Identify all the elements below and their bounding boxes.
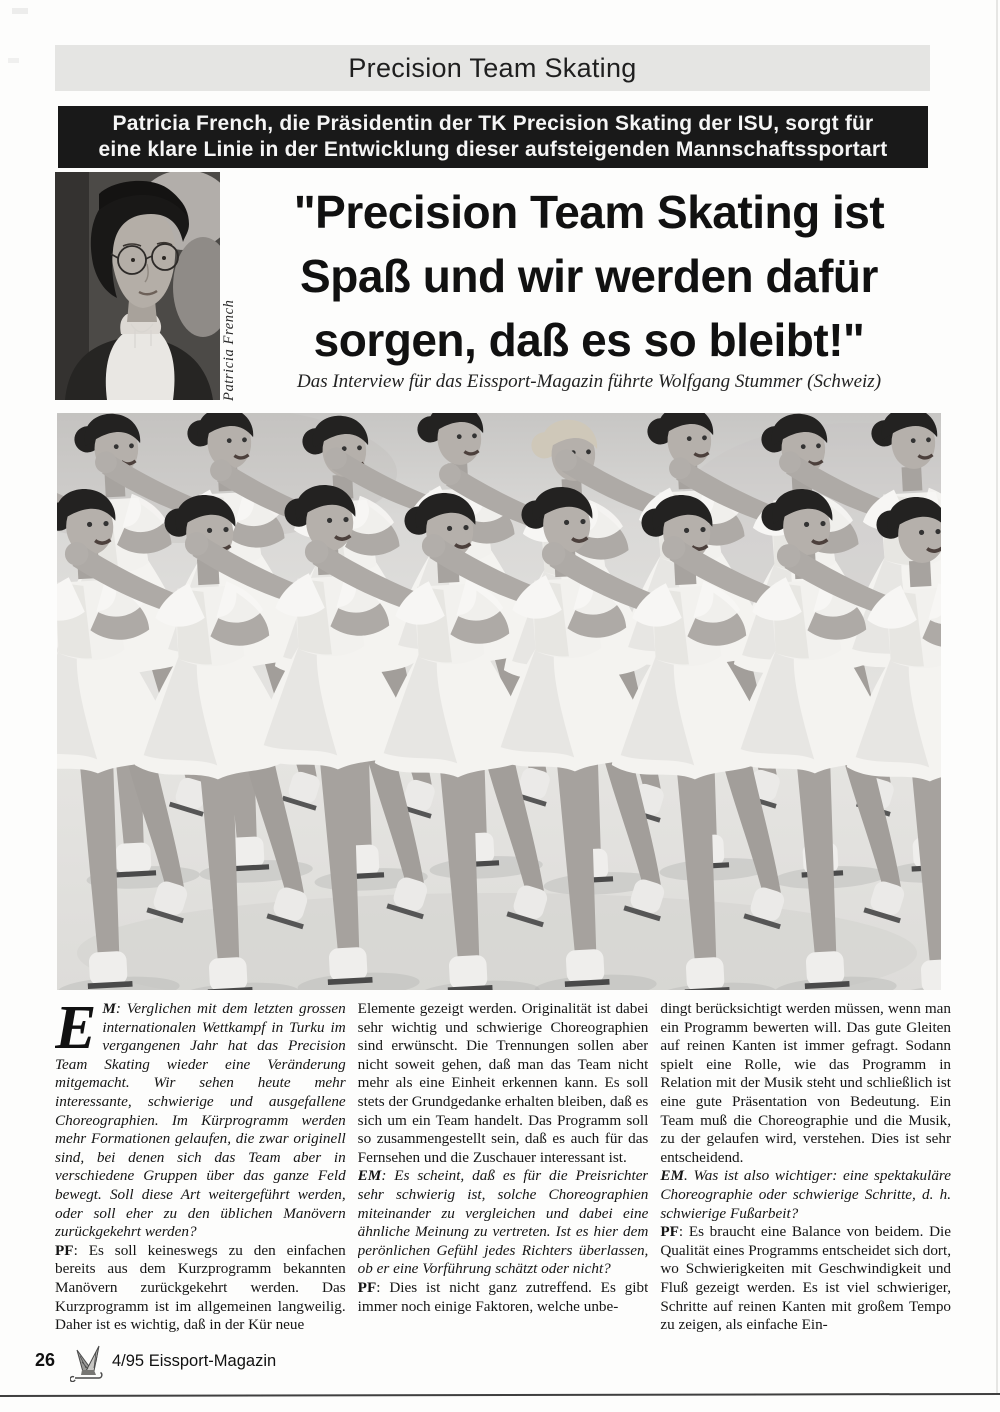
headline-line-1: "Precision Team Skating ist — [293, 186, 885, 238]
headline-line-2: Spaß und wir werden dafür — [300, 250, 878, 302]
article-column-3 — [660, 1000, 951, 1338]
article-paragraph: PF: Es soll keineswegs zu den einfachen bereits aus dem Kurzprogramm bekannten Manövern zurückgekehrt werden. Das Kurzprogramm ist im allgemeinen langweilig. Daher ist es wichtig, daß in der Kür neue — [55, 1241, 346, 1334]
article-paragraph: dingt berücksichtigt werden müssen, wenn man ein Programm bewerten will. Das gute Gleiten auf reinen Kanten ist immer gefragt. Sodann spielt eine Rolle, wie das Programm in Relation mit der Musik steht und schließlich ist eine gute Präsentation von Bedeutung. Ein Team muß die Choreographie und die Musik, zu der gelaufen wird, verstehen. Dies ist sehr entscheidend. — [660, 1000, 951, 1166]
patricia-french-portrait-image — [55, 172, 220, 400]
page-number: 26 — [35, 1350, 56, 1370]
speaker-label: PF — [357, 1278, 377, 1296]
article-paragraph: EM. Was ist also wichtiger: eine spektakuläre Choreographie oder schwierige Schritte, d. h. schwierige Fußarbeit? — [660, 1167, 951, 1222]
banner-line-2: eine klare Linie in der Entwicklung dieser aufsteigenden Mannschaftssportart — [98, 138, 888, 161]
speaker-label: M — [102, 1000, 116, 1017]
article-paragraph: PF: Dies ist nicht ganz zutreffend. Es gibt immer noch einige Faktoren, welche unbe- — [357, 1278, 649, 1315]
team-photo — [57, 413, 941, 990]
scan-smudge — [12, 8, 28, 14]
portrait-caption: Patricia French — [221, 299, 237, 401]
team-photo-image — [57, 413, 941, 990]
article-paragraph: PF: Es braucht eine Balance von beidem. Die Qualität eines Programms entscheidet sich dort, wo Schwierigkeiten mit Geschwindigkeit und Fluß gezeigt werden. Es ist viel schwieriger, Schritte auf reinen Kanten mit großem Tempo zu zeigen, als einfache Ein- — [660, 1223, 951, 1334]
kicker-title: Precision Team Skating — [348, 52, 637, 83]
speaker-label: PF — [660, 1223, 679, 1241]
speaker-label: EM — [660, 1167, 684, 1185]
portrait-photo — [55, 172, 220, 400]
bottom-rule — [0, 1393, 1000, 1397]
article-column-2 — [358, 1000, 649, 1338]
kicker-band — [55, 45, 930, 91]
article-column-1 — [55, 1000, 346, 1338]
speaker-label: PF — [55, 1241, 74, 1259]
speaker-label: EM — [357, 1167, 382, 1185]
article-paragraph: Elemente gezeigt werden. Originalität ist dabei sehr wichtig und schwierige Choreographien sind erwünscht. Die Trennungen sollen aber nicht soweit gehen, daß man das Team nicht mehr als eine Einheit erkennen kann. Es soll stets der Grundgedanke erhalten bleiben, daß es sich um ein Team handelt. Das Programm soll so zusammengestellt sein, daß es auch für das Fernsehen und die Zuschauer interessant ist. — [357, 1000, 649, 1166]
intro-banner — [58, 106, 928, 168]
drop-cap: E — [55, 1000, 97, 1062]
page-edge-line — [996, 0, 998, 1395]
winged-skate-logo-icon — [70, 1344, 106, 1387]
interview-byline: Das Interview für das Eissport-Magazin führte Wolfgang Stummer (Schweiz) — [296, 371, 882, 392]
headline-line-3: sorgen, daß es so bleibt!" — [313, 314, 865, 366]
banner-line-1: Patricia French, die Präsidentin der TK Precision Skating der ISU, sorgt für — [112, 112, 874, 135]
scan-smudge — [8, 58, 19, 63]
issue-label: 4/95 Eissport-Magazin — [112, 1352, 277, 1370]
headline — [238, 180, 940, 372]
article-paragraph: EM: Es scheint, daß es für die Preisrichter sehr schwierig ist, solche Choreographien miteinander zu vergleichen und dabei eine ähnliche Meinung zu vertreten. Ist es hier dem perönlichen Gefühl jedes Richters überlassen, ob er eine Vorführung schätzt oder nicht? — [357, 1167, 649, 1278]
article-paragraph: E M: Verglichen mit dem letzten grossen internationalen Wettkampf in Turku im vergangenen Jahr hat das Precision Team Skating wieder eine Veränderung mitgemacht. Wir sehen heute mehr interessante, schwierige und ausgefallene Choreographien. Im Kürprogramm werden mehr Formationen gelaufen, die zwar originell sind, bei denen sich das Team aber in verschiedene Gruppen über das ganze Feld bewegt. Soll diese Art weitergeführt werden, oder soll eher zu den üblichen Manövern zurückgekehrt werden? — [55, 1000, 346, 1241]
article-columns — [55, 1000, 951, 1338]
